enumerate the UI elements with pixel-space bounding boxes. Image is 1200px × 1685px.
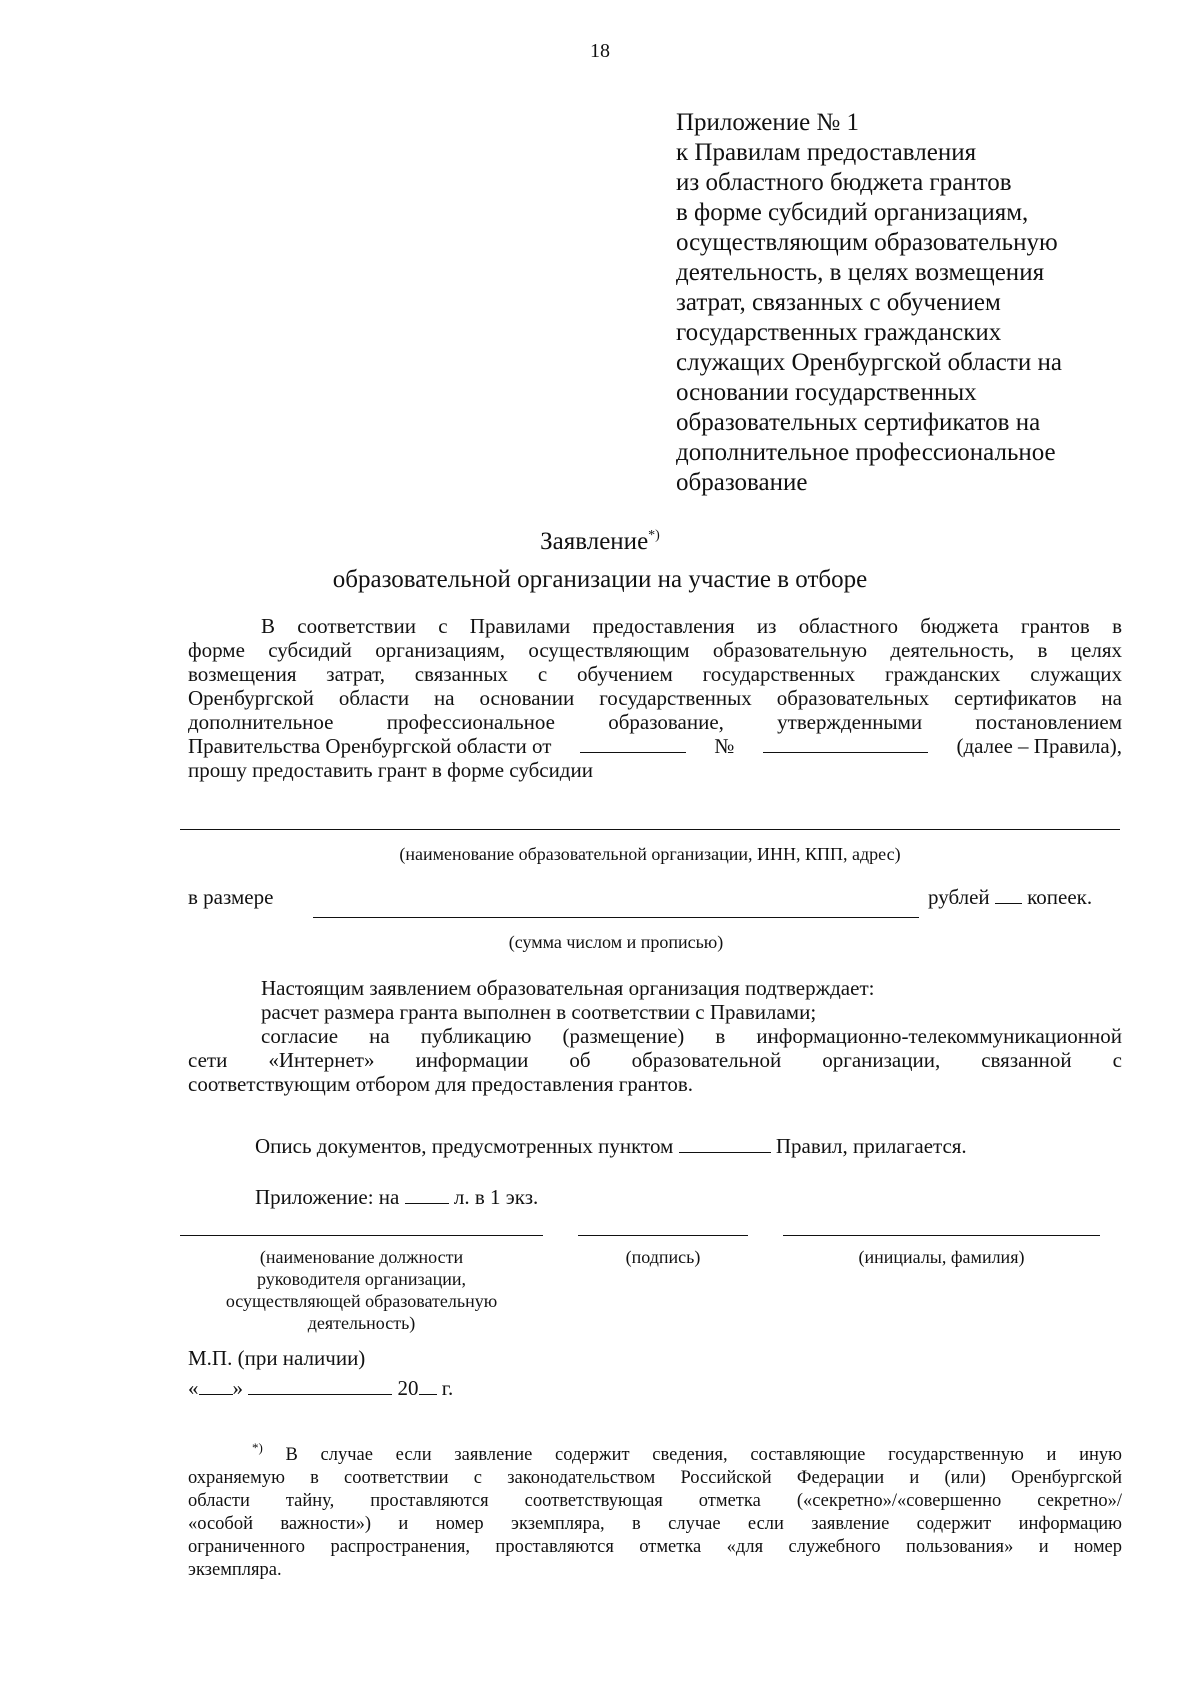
appendix-line: основании государственных	[676, 379, 977, 406]
intro-paragraph	[188, 614, 1122, 782]
page-number: 18	[590, 40, 610, 62]
inventory-text-end: Правил, прилагается.	[775, 1134, 967, 1158]
rubles-label: рублей	[928, 885, 990, 909]
regulation-date-blank[interactable]	[580, 734, 686, 753]
number-sign: №	[714, 734, 735, 758]
footnote-line: охраняемую в соответствии с законодательством Российской Федерации и (или) Оренбургской	[188, 1468, 1122, 1488]
amount-currency	[928, 885, 1092, 910]
attachment-text-end: л. в 1 экз.	[453, 1185, 539, 1209]
organization-blank-line[interactable]	[180, 829, 1120, 830]
intro-line-regulation	[188, 734, 1122, 758]
position-caption-line: (наименование должности	[259, 1247, 464, 1267]
intro-line: форме субсидий организациям, осуществляющим образовательную деятельность, в целях	[188, 638, 1122, 662]
signature-caption: (подпись)	[625, 1247, 701, 1267]
rules-reference: (далее – Правила),	[956, 734, 1122, 758]
position-caption	[180, 1246, 543, 1334]
regulation-text: Правительства Оренбургской области от	[188, 734, 552, 758]
stamp-label: М.П. (при наличии)	[188, 1346, 366, 1370]
date-day-blank[interactable]	[199, 1376, 233, 1395]
appendix-line: затрат, связанных с обучением	[676, 289, 1001, 316]
appendix-line: в форме субсидий организациям,	[676, 199, 1029, 226]
confirm-line: согласие на публикацию (размещение) в информационно-телекоммуникационной	[261, 1024, 1122, 1048]
date-quote-close: »	[232, 1376, 243, 1400]
confirm-line: соответствующим отбором для предоставления грантов.	[188, 1072, 694, 1096]
organization-caption: (наименование образовательной организации, ИНН, КПП, адрес)	[399, 844, 901, 864]
intro-line: прошу предоставить грант в форме субсидии	[188, 758, 593, 782]
confirm-line: расчет размера гранта выполнен в соответствии с Правилами;	[261, 1000, 817, 1024]
name-caption: (инициалы, фамилия)	[858, 1247, 1025, 1267]
amount-label: в размере	[188, 885, 274, 909]
position-caption-line: деятельность)	[307, 1313, 416, 1333]
appendix-line: Приложение № 1	[676, 109, 860, 136]
appendix-line: из областного бюджета грантов	[676, 169, 1012, 196]
date-line	[188, 1376, 453, 1401]
appendix-line: осуществляющим образовательную	[676, 229, 1058, 256]
position-caption-line: осуществляющей образовательную	[225, 1291, 498, 1311]
signature-blank-line[interactable]	[578, 1235, 748, 1236]
date-year-prefix: 20	[397, 1376, 419, 1400]
document-title	[0, 528, 1200, 556]
title-asterisk: *)	[648, 528, 660, 543]
footnote-line	[188, 1436, 1122, 1467]
position-caption-line: руководителя организации,	[257, 1269, 466, 1289]
footnote-first-text: В случае если заявление содержит сведения, составляющие государственную и иную	[285, 1445, 1122, 1465]
inventory-text: Опись документов, предусмотренных пунктом	[255, 1134, 674, 1158]
title-word: Заявление	[540, 528, 649, 555]
footnote-line: «особой важности») и номер экземпляра, в случае если заявление содержит информацию	[188, 1514, 1122, 1534]
confirmation-paragraph	[188, 976, 1122, 1096]
appendix-line: образовательных сертификатов на	[676, 409, 1041, 436]
document-subtitle: образовательной организации на участие в отборе	[332, 566, 868, 593]
intro-line: Оренбургской области на основании государственных образовательных сертификатов на	[188, 686, 1122, 710]
date-year-blank[interactable]	[419, 1376, 437, 1395]
kopecks-blank[interactable]	[995, 885, 1022, 904]
position-blank-line[interactable]	[180, 1235, 543, 1236]
amount-caption: (сумма числом и прописью)	[508, 932, 724, 952]
attachment-pages-blank[interactable]	[405, 1185, 449, 1204]
date-year-suffix: г.	[441, 1376, 454, 1400]
footnote-line: экземпляра.	[188, 1560, 282, 1580]
footnote-line: области тайну, проставляются соответствующая отметка («секретно»/«совершенно секретно»/	[188, 1491, 1122, 1511]
confirm-line: Настоящим заявлением образовательная организация подтверждает:	[261, 976, 875, 1000]
appendix-line: деятельность, в целях возмещения	[676, 259, 1045, 286]
appendix-header	[676, 108, 1176, 498]
appendix-line: служащих Оренбургской области на	[676, 349, 1062, 376]
inventory-item-blank[interactable]	[679, 1134, 771, 1153]
intro-line: В соответствии с Правилами предоставления из областного бюджета грантов в	[261, 614, 1122, 638]
kopecks-label: копеек.	[1027, 885, 1093, 909]
intro-line: дополнительное профессиональное образование, утвержденными постановлением	[188, 710, 1122, 734]
inventory-line	[255, 1134, 967, 1159]
appendix-line: государственных гражданских	[676, 319, 1002, 346]
date-quote-open: «	[188, 1376, 199, 1400]
appendix-line: дополнительное профессиональное	[676, 439, 1056, 466]
appendix-line: к Правилам предоставления	[676, 139, 977, 166]
amount-blank-line[interactable]	[313, 917, 919, 918]
name-blank-line[interactable]	[783, 1235, 1100, 1236]
footnote	[188, 1436, 1122, 1582]
attachment-line	[255, 1185, 538, 1210]
footnote-marker: *)	[252, 1440, 263, 1455]
regulation-number-blank[interactable]	[763, 734, 928, 753]
footnote-line: ограниченного распространения, проставляются отметка «для служебного пользования» и номер	[188, 1537, 1122, 1557]
appendix-line: образование	[676, 469, 808, 496]
confirm-line: сети «Интернет» информации об образовательной организации, связанной с	[188, 1048, 1122, 1072]
date-month-blank[interactable]	[248, 1376, 392, 1395]
attachment-text: Приложение: на	[255, 1185, 400, 1209]
intro-line: возмещения затрат, связанных с обучением государственных гражданских служащих	[188, 662, 1122, 686]
